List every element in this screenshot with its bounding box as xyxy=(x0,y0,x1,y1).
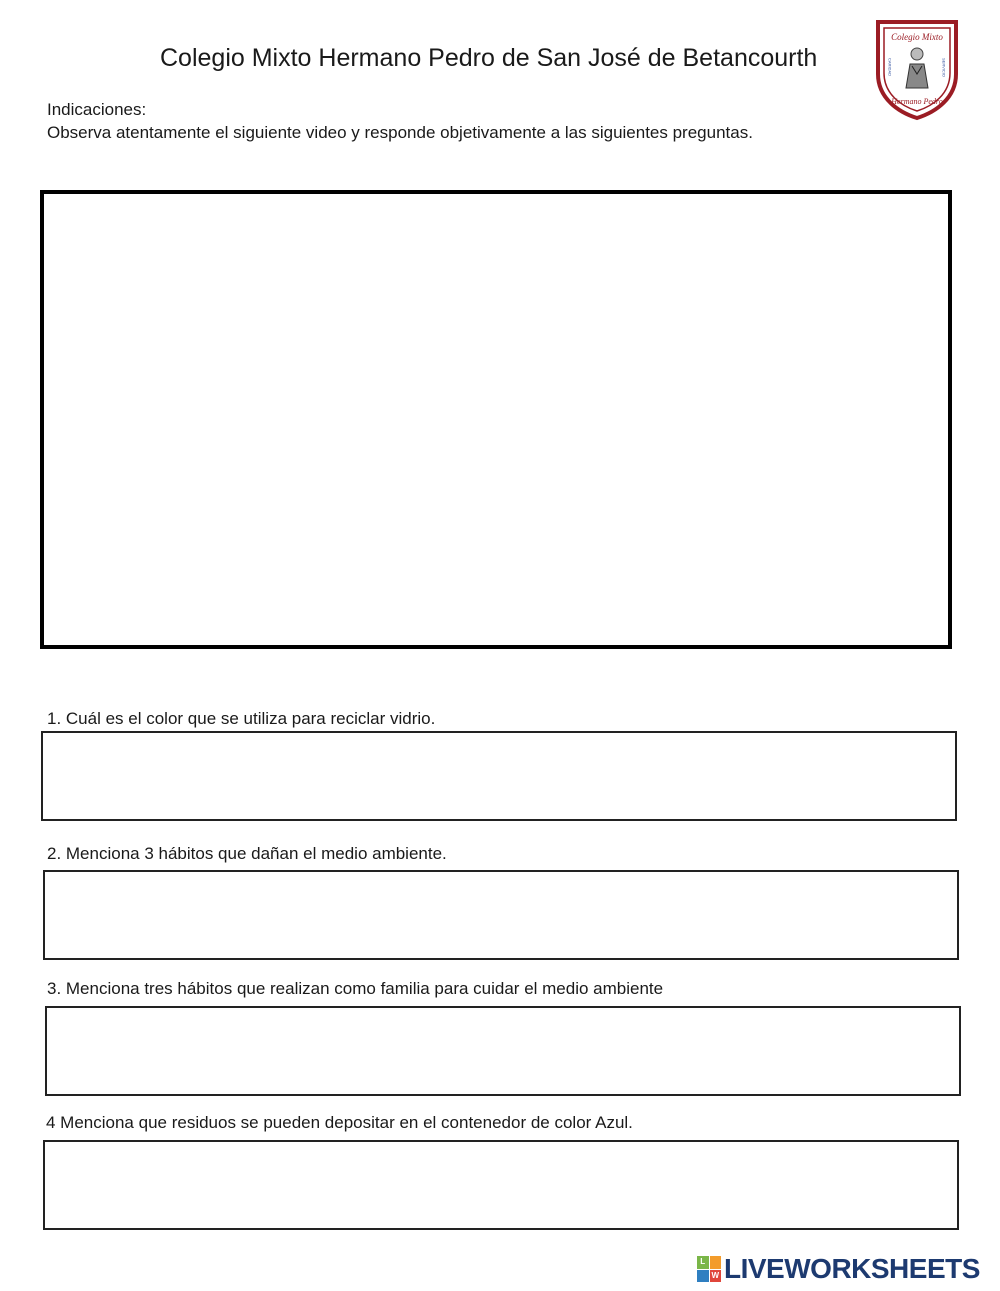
question-2-text: 2. Menciona 3 hábitos que dañan el medio ambiente. xyxy=(47,844,447,863)
logo-square-blue xyxy=(697,1270,709,1283)
instructions-label: Indicaciones: xyxy=(47,100,147,119)
answer-4-box[interactable] xyxy=(43,1140,959,1230)
page-title: Colegio Mixto Hermano Pedro de San José de Betancourth xyxy=(160,44,818,72)
liveworksheets-logo-icon xyxy=(697,1256,721,1282)
question-1-text: 1. Cuál es el color que se utiliza para reciclar vidrio. xyxy=(47,709,436,728)
crest-left-text: CARIDAD xyxy=(887,58,893,77)
crest-shield-icon xyxy=(872,16,962,122)
answer-3-box[interactable] xyxy=(45,1006,961,1096)
question-4-text: 4 Menciona que residuos se pueden depositar en el contenedor de color Azul. xyxy=(46,1113,633,1132)
logo-letter-l: L xyxy=(697,1256,709,1269)
video-frame[interactable] xyxy=(40,190,952,649)
question-3-text: 3. Menciona tres hábitos que realizan como familia para cuidar el medio ambiente xyxy=(47,979,664,998)
crest-bottom-text: Hermano Pedro xyxy=(891,97,943,106)
answer-2-box[interactable] xyxy=(43,870,959,960)
answer-1-box[interactable] xyxy=(41,731,957,821)
crest-top-text: Colegio Mixto xyxy=(891,32,943,42)
school-crest xyxy=(872,16,962,122)
instructions-text: Observa atentamente el siguiente video y responde objetivamente a las siguientes preguntas. xyxy=(47,123,753,142)
brand-text: LIVEWORKSHEETS xyxy=(724,1253,980,1284)
crest-right-text: SERVICIO xyxy=(941,58,947,78)
logo-letter-w: W xyxy=(710,1270,722,1283)
liveworksheets-brand xyxy=(697,1254,993,1284)
logo-square-orange xyxy=(710,1256,722,1269)
